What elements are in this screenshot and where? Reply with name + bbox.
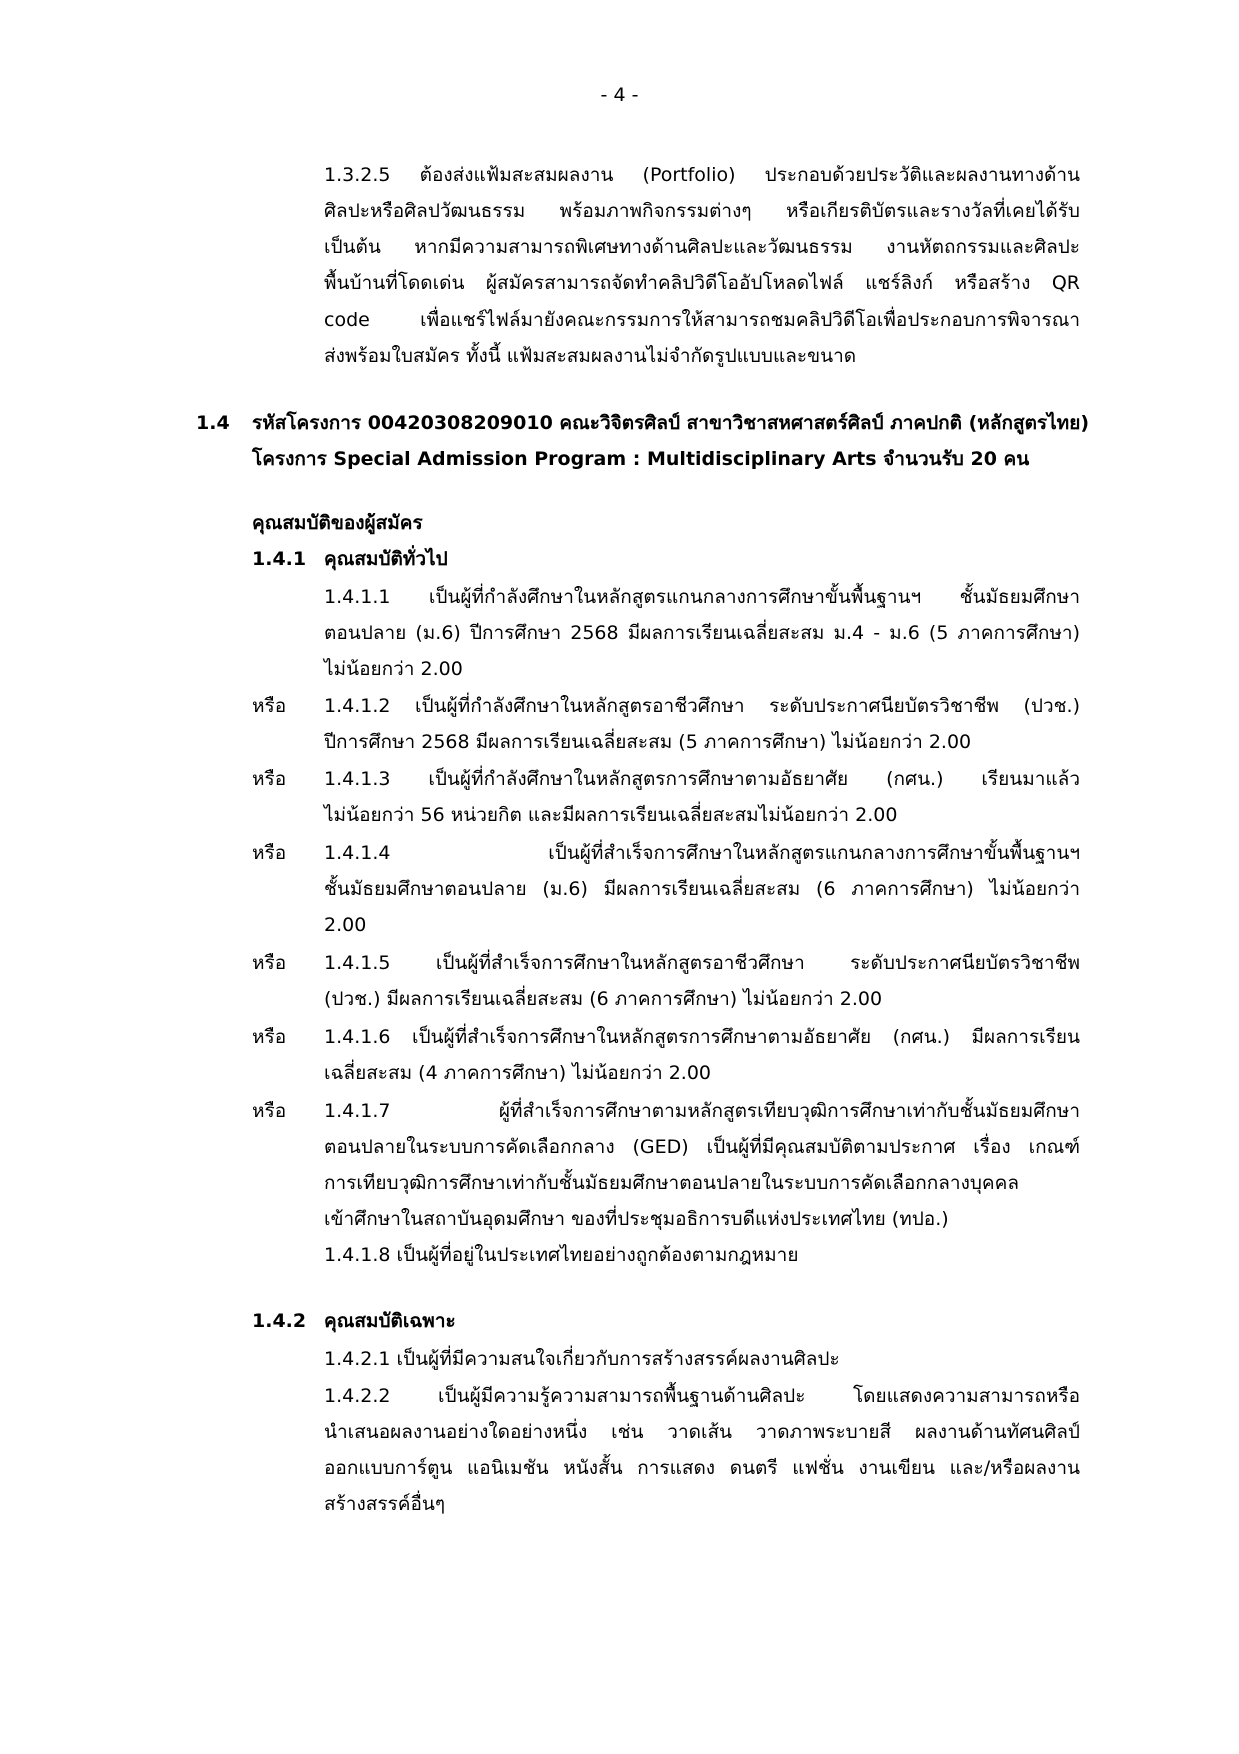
text-line: สร้างสรรค์อื่นๆ bbox=[324, 1493, 446, 1515]
subsection-number: 1.4.1 bbox=[252, 548, 307, 570]
text-line: ไม่น้อยกว่า 2.00 bbox=[324, 658, 463, 680]
text-line: ชั้นมัธยมศึกษาตอนปลาย (ม.6) มีผลการเรียนเฉลี่ยสะสม (6 ภาคการศึกษา) ไม่น้อยกว่า bbox=[324, 878, 1080, 900]
or-prefix: หรือ bbox=[252, 842, 287, 864]
or-prefix: หรือ bbox=[252, 1100, 287, 1122]
text-line: การเทียบวุฒิการศึกษาเท่ากับชั้นมัธยมศึกษาตอนปลายในระบบการคัดเลือกกลางบุคคล bbox=[324, 1172, 1019, 1194]
text-line: นำเสนอผลงานอย่างใดอย่างหนึ่ง เช่น วาดเส้น วาดภาพระบายสี ผลงานด้านทัศนศิลป์ bbox=[324, 1421, 1080, 1443]
text-line: 1.4.1.6 เป็นผู้ที่สำเร็จการศึกษาในหลักสูตรการศึกษาตามอัธยาศัย (กศน.) มีผลการเรียน bbox=[324, 1026, 1080, 1048]
text-line: ออกแบบการ์ตูน แอนิเมชัน หนังสั้น การแสดง ดนตรี แฟชั่น งานเขียน และ/หรือผลงาน bbox=[324, 1457, 1080, 1479]
text-line: (ปวช.) มีผลการเรียนเฉลี่ยสะสม (6 ภาคการศึกษา) ไม่น้อยกว่า 2.00 bbox=[324, 988, 883, 1010]
text-line: 1.4.1.2 เป็นผู้ที่กำลังศึกษาในหลักสูตรอาชีวศึกษา ระดับประกาศนียบัตรวิชาชีพ (ปวช.) bbox=[324, 695, 1080, 717]
text-line: 1.4.1.8 เป็นผู้ที่อยู่ในประเทศไทยอย่างถูกต้องตามกฎหมาย bbox=[324, 1244, 799, 1266]
text-line: 1.4.2.1 เป็นผู้ที่มีความสนใจเกี่ยวกับการสร้างสรรค์ผลงานศิลปะ bbox=[324, 1348, 840, 1370]
text-line: ศิลปะหรือศิลปวัฒนธรรม พร้อมภาพกิจกรรมต่างๆ หรือเกียรติบัตรและรางวัลที่เคยได้รับ bbox=[324, 200, 1080, 222]
text-line: เฉลี่ยสะสม (4 ภาคการศึกษา) ไม่น้อยกว่า 2.00 bbox=[324, 1062, 712, 1084]
text-line: 1.4.1.5 เป็นผู้ที่สำเร็จการศึกษาในหลักสูตรอาชีวศึกษา ระดับประกาศนียบัตรวิชาชีพ bbox=[324, 952, 1080, 974]
text-line: 1.3.2.5 ต้องส่งแฟ้มสะสมผลงาน (Portfolio) ประกอบด้วยประวัติและผลงานทางด้าน bbox=[324, 164, 1080, 186]
text-line: 1.4.1.3 เป็นผู้ที่กำลังศึกษาในหลักสูตรการศึกษาตามอัธยาศัย (กศน.) เรียนมาแล้ว bbox=[324, 768, 1080, 790]
or-prefix: หรือ bbox=[252, 768, 287, 790]
text-line: 1.4.1.1 เป็นผู้ที่กำลังศึกษาในหลักสูตรแกนกลางการศึกษาขั้นพื้นฐานฯ ชั้นมัธยมศึกษา bbox=[324, 586, 1080, 608]
text-line: ส่งพร้อมใบสมัคร ทั้งนี้ แฟ้มสะสมผลงานไม่จำกัดรูปแบบและขนาด bbox=[324, 345, 857, 367]
or-prefix: หรือ bbox=[252, 952, 287, 974]
subsection-title: คุณสมบัติทั่วไป bbox=[324, 548, 448, 570]
text-line: 1.4.1.4 เป็นผู้ที่สำเร็จการศึกษาในหลักสูตรแกนกลางการศึกษาขั้นพื้นฐานฯ bbox=[324, 842, 1080, 864]
or-prefix: หรือ bbox=[252, 695, 287, 717]
text-line: พื้นบ้านที่โดดเด่น ผู้สมัครสามารถจัดทำคลิปวิดีโออัปโหลดไฟล์ แชร์ลิงก์ หรือสร้าง QR bbox=[324, 272, 1080, 294]
subsection-title: คุณสมบัติเฉพาะ bbox=[324, 1310, 456, 1332]
qualifications-heading: คุณสมบัติของผู้สมัคร bbox=[252, 512, 423, 534]
page-number: - 4 - bbox=[600, 84, 639, 106]
text-line: ตอนปลายในระบบการคัดเลือกกลาง (GED) เป็นผู้ที่มีคุณสมบัติตามประกาศ เรื่อง เกณฑ์ bbox=[324, 1136, 1080, 1158]
text-line: เป็นต้น หากมีความสามารถพิเศษทางด้านศิลปะและวัฒนธรรม งานหัตถกรรมและศิลปะ bbox=[324, 236, 1080, 258]
section-number: 1.4 bbox=[196, 412, 230, 434]
text-line: ปีการศึกษา 2568 มีผลการเรียนเฉลี่ยสะสม (5 ภาคการศึกษา) ไม่น้อยกว่า 2.00 bbox=[324, 731, 972, 753]
section-title-line: รหัสโครงการ 00420308209010 คณะวิจิตรศิลป์ สาขาวิชาสหศาสตร์ศิลป์ ภาคปกติ (หลักสูตรไทย) bbox=[252, 412, 1090, 434]
text-line: ไม่น้อยกว่า 56 หน่วยกิต และมีผลการเรียนเฉลี่ยสะสมไม่น้อยกว่า 2.00 bbox=[324, 804, 898, 826]
text-line: 2.00 bbox=[324, 914, 367, 936]
text-line: code เพื่อแชร์ไฟล์มายังคณะกรรมการให้สามารถชมคลิปวิดีโอเพื่อประกอบการพิจารณา bbox=[324, 309, 1080, 331]
text-line: 1.4.1.7 ผู้ที่สำเร็จการศึกษาตามหลักสูตรเทียบวุฒิการศึกษาเท่ากับชั้นมัธยมศึกษา bbox=[324, 1100, 1080, 1122]
text-line: เข้าศึกษาในสถาบันอุดมศึกษา ของที่ประชุมอธิการบดีแห่งประเทศไทย (ทปอ.) bbox=[324, 1208, 949, 1230]
text-line: 1.4.2.2 เป็นผู้มีความรู้ความสามารถพื้นฐานด้านศิลปะ โดยแสดงความสามารถหรือ bbox=[324, 1385, 1080, 1407]
or-prefix: หรือ bbox=[252, 1026, 287, 1048]
section-title-line: โครงการ Special Admission Program : Multidisciplinary Arts จำนวนรับ 20 คน bbox=[252, 448, 1030, 470]
subsection-number: 1.4.2 bbox=[252, 1310, 307, 1332]
text-line: ตอนปลาย (ม.6) ปีการศึกษา 2568 มีผลการเรียนเฉลี่ยสะสม ม.4 - ม.6 (5 ภาคการศึกษา) bbox=[324, 622, 1080, 644]
